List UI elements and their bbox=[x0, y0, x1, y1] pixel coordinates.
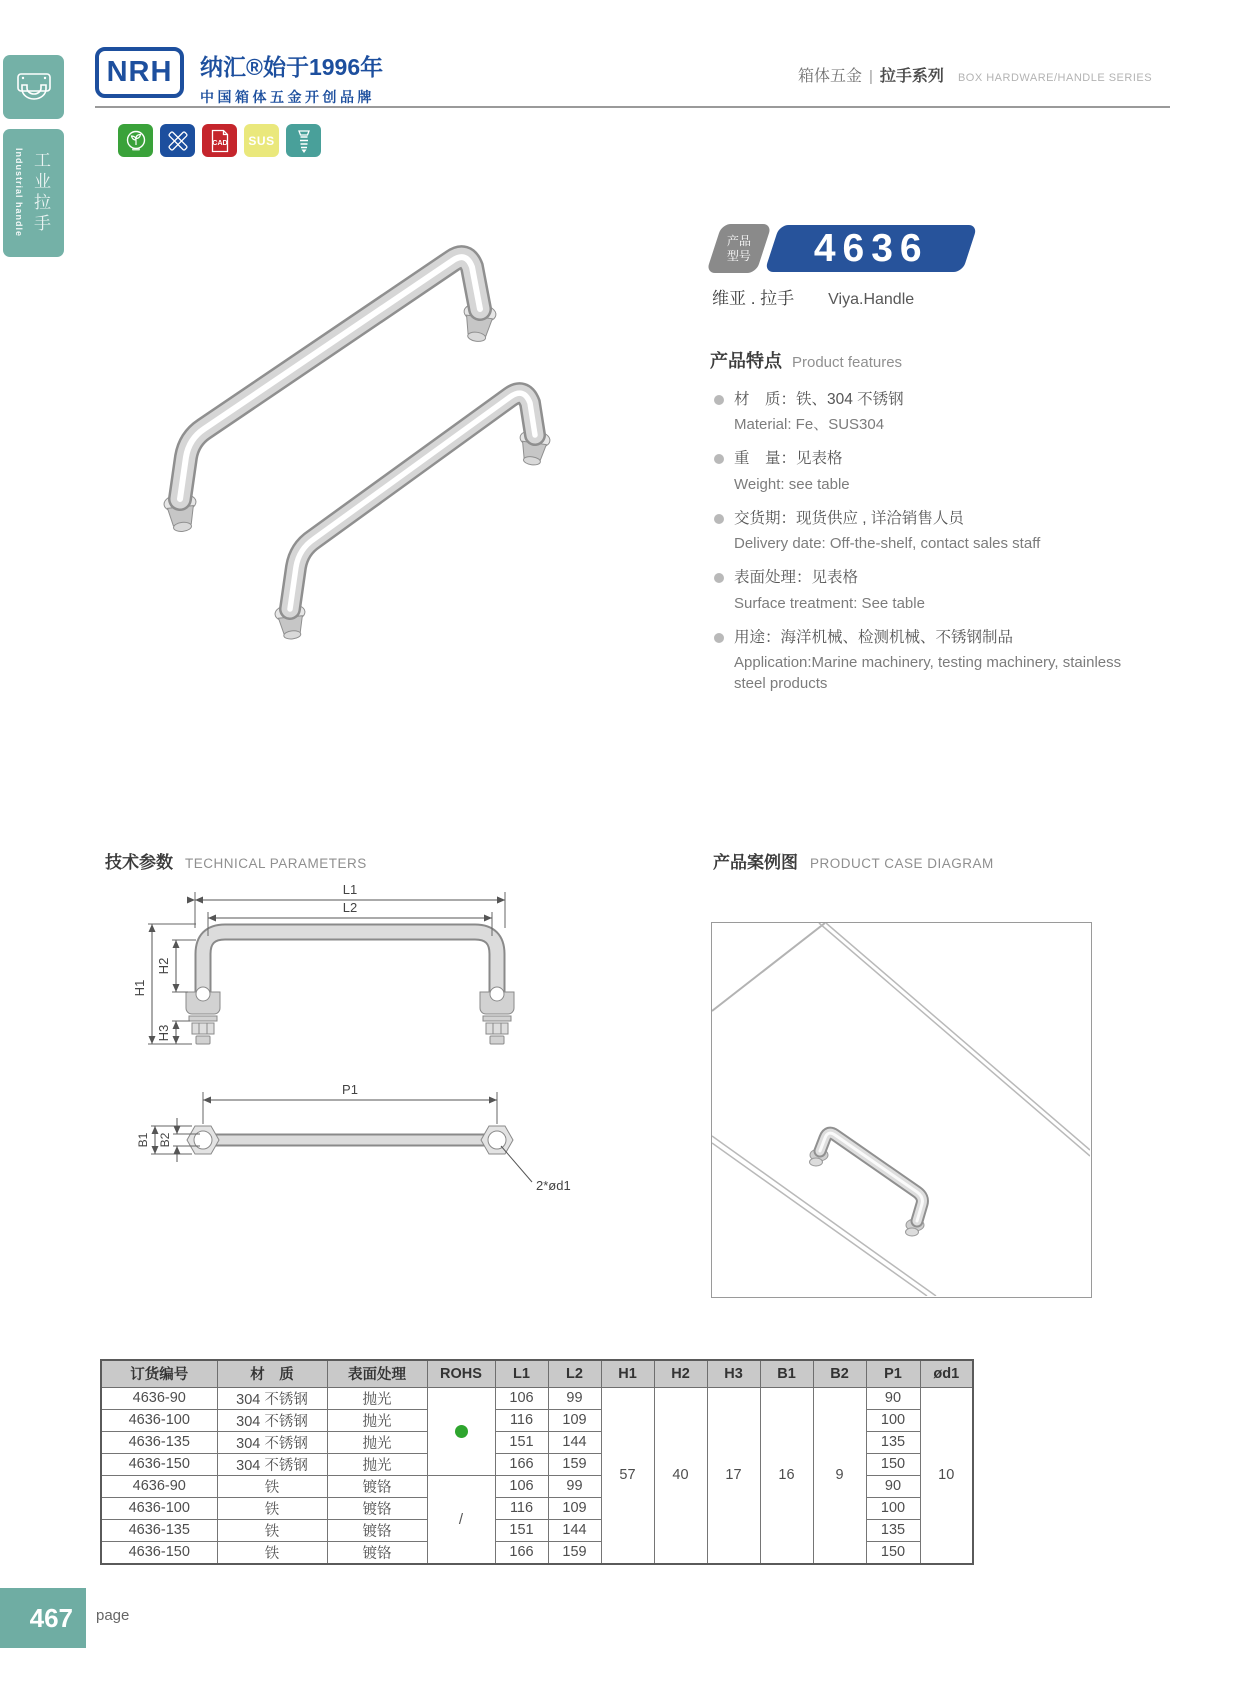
product-photo bbox=[110, 185, 670, 685]
bullet-icon bbox=[714, 514, 724, 524]
features-title-cn: 产品特点 bbox=[710, 351, 782, 371]
rohs-pass-dot bbox=[455, 1425, 468, 1438]
feature-text-cn: 用途：海洋机械、检测机械、不锈钢制品 bbox=[734, 628, 1014, 646]
feature-text-en: Delivery date: Off-the-shelf, contact sales staff bbox=[734, 535, 1041, 553]
table-cell: 304 不锈钢 bbox=[217, 1387, 327, 1409]
table-cell: 镀铬 bbox=[327, 1519, 427, 1541]
sus-icon bbox=[244, 124, 279, 157]
header-separator: | bbox=[869, 68, 873, 85]
table-cell-merged: 10 bbox=[920, 1387, 973, 1564]
table-cell: 99 bbox=[548, 1475, 601, 1497]
spec-table bbox=[100, 1359, 974, 1565]
bullet-icon bbox=[714, 454, 724, 464]
table-cell: 304 不锈钢 bbox=[217, 1453, 327, 1475]
table-cell: 抛光 bbox=[327, 1387, 427, 1409]
handle-photo-2 bbox=[274, 393, 551, 640]
table-header-cell: H3 bbox=[707, 1360, 760, 1387]
table-cell: 铁 bbox=[217, 1541, 327, 1564]
rohs-cell bbox=[427, 1387, 495, 1475]
table-cell-merged: 57 bbox=[601, 1387, 654, 1564]
feature-text-en: Surface treatment: See table bbox=[734, 594, 925, 612]
bullet-icon bbox=[714, 633, 724, 643]
table-cell: 151 bbox=[495, 1431, 548, 1453]
table-header-cell: ROHS bbox=[427, 1360, 495, 1387]
case-diagram-box bbox=[711, 922, 1092, 1298]
table-cell: 116 bbox=[495, 1409, 548, 1431]
table-cell: 135 bbox=[866, 1519, 920, 1541]
table-cell: 4636-135 bbox=[101, 1431, 217, 1453]
feature-text-cn: 交货期：现货供应 , 详洽销售人员 bbox=[734, 509, 964, 527]
feature-item bbox=[710, 448, 1146, 494]
section-title-case-en: PRODUCT CASE DIAGRAM bbox=[810, 856, 994, 871]
feature-text-en: Weight: see table bbox=[734, 475, 850, 493]
table-cell: 150 bbox=[866, 1453, 920, 1475]
brand-logo bbox=[95, 47, 184, 98]
table-cell: 抛光 bbox=[327, 1453, 427, 1475]
table-cell: 144 bbox=[548, 1431, 601, 1453]
page-number: 467 bbox=[29, 1602, 73, 1633]
case-diagram bbox=[712, 923, 1090, 1296]
table-cell: 90 bbox=[866, 1475, 920, 1497]
table-cell: 159 bbox=[548, 1541, 601, 1564]
table-cell: 135 bbox=[866, 1431, 920, 1453]
table-header-cell: 表面处理 bbox=[327, 1360, 427, 1387]
table-cell: 4636-150 bbox=[101, 1453, 217, 1475]
case-handle bbox=[810, 1133, 925, 1236]
model-number: 4636 bbox=[813, 226, 929, 270]
feature-text-en: Application:Marine machinery, testing machinery, stainless steel products bbox=[734, 654, 1122, 693]
table-cell: 116 bbox=[495, 1497, 548, 1519]
features-title-en: Product features bbox=[792, 354, 903, 371]
product-name-cn: 维亚 . 拉手 bbox=[712, 289, 795, 308]
bullet-icon bbox=[714, 573, 724, 583]
page-label: page bbox=[96, 1607, 130, 1624]
eco-icon bbox=[118, 124, 153, 157]
table-cell: 166 bbox=[495, 1541, 548, 1564]
table-cell: 铁 bbox=[217, 1497, 327, 1519]
feature-text-cn: 材 质：铁、304 不锈钢 bbox=[734, 391, 904, 408]
product-name bbox=[712, 284, 914, 309]
model-badge-label-line1: 产品 bbox=[726, 233, 751, 248]
table-cell: 90 bbox=[866, 1387, 920, 1409]
table-cell: 151 bbox=[495, 1519, 548, 1541]
header-divider bbox=[95, 106, 1170, 108]
table-header-cell: ød1 bbox=[920, 1360, 973, 1387]
table-cell: 304 不锈钢 bbox=[217, 1431, 327, 1453]
header-series-cn: 拉手系列 bbox=[879, 68, 944, 85]
sidebar-handle-icon-block bbox=[3, 55, 64, 119]
table-header-row bbox=[101, 1360, 973, 1387]
table-row bbox=[101, 1387, 973, 1409]
table-cell: 4636-90 bbox=[101, 1475, 217, 1497]
table-cell: 4636-100 bbox=[101, 1497, 217, 1519]
brand-text bbox=[200, 49, 383, 107]
feature-text-en: Material: Fe、SUS304 bbox=[734, 416, 885, 434]
feature-item bbox=[710, 389, 1146, 435]
table-cell: 4636-135 bbox=[101, 1519, 217, 1541]
table-cell-merged: 40 bbox=[654, 1387, 707, 1564]
section-title-technical-en: TECHNICAL PARAMETERS bbox=[185, 856, 367, 871]
table-cell: 150 bbox=[866, 1541, 920, 1564]
dimension-label-l1: L1 bbox=[342, 882, 358, 897]
table-cell-merged: 17 bbox=[707, 1387, 760, 1564]
table-cell: 铁 bbox=[217, 1519, 327, 1541]
feature-text-cn: 表面处理：见表格 bbox=[734, 569, 859, 587]
table-header-cell: L1 bbox=[495, 1360, 548, 1387]
table-cell: 100 bbox=[866, 1497, 920, 1519]
product-name-en: Viya.Handle bbox=[828, 291, 915, 308]
header-series bbox=[798, 63, 1152, 86]
table-cell: 4636-100 bbox=[101, 1409, 217, 1431]
table-cell: 抛光 bbox=[327, 1409, 427, 1431]
dimension-label-hole: 2*ød1 bbox=[536, 1178, 571, 1193]
table-cell: 镀铬 bbox=[327, 1541, 427, 1564]
table-cell: 144 bbox=[548, 1519, 601, 1541]
table-header-cell: 材 质 bbox=[217, 1360, 327, 1387]
svg-text:CAD: CAD bbox=[211, 139, 228, 147]
model-badge-number bbox=[764, 225, 977, 272]
table-cell-merged: 16 bbox=[760, 1387, 813, 1564]
rohs-na-cell: / bbox=[427, 1475, 495, 1564]
certification-icons bbox=[118, 124, 321, 157]
handle-photo-1 bbox=[163, 257, 497, 533]
table-cell: 铁 bbox=[217, 1475, 327, 1497]
feature-text-cn: 重 量：见表格 bbox=[734, 450, 843, 468]
feature-item bbox=[710, 567, 1146, 613]
table-cell: 抛光 bbox=[327, 1431, 427, 1453]
section-title-technical-cn: 技术参数 bbox=[105, 853, 173, 872]
table-header-cell: L2 bbox=[548, 1360, 601, 1387]
table-cell: 100 bbox=[866, 1409, 920, 1431]
brand-title: 纳汇®始于1996年 bbox=[200, 54, 384, 80]
table-header-cell: B1 bbox=[760, 1360, 813, 1387]
dimension-label-b1: B1 bbox=[136, 1132, 150, 1148]
cad-icon bbox=[202, 124, 237, 157]
table-cell: 镀铬 bbox=[327, 1497, 427, 1519]
table-cell: 166 bbox=[495, 1453, 548, 1475]
tools-icon bbox=[160, 124, 195, 157]
table-header-cell: 订货编号 bbox=[101, 1360, 217, 1387]
table-cell: 159 bbox=[548, 1453, 601, 1475]
table-header-cell: P1 bbox=[866, 1360, 920, 1387]
product-features bbox=[710, 347, 1146, 707]
header-series-en: BOX HARDWARE/HANDLE SERIES bbox=[957, 72, 1153, 84]
table-cell-merged: 9 bbox=[813, 1387, 866, 1564]
section-title-case-cn: 产品案例图 bbox=[713, 853, 798, 872]
sidebar-category-label-cn: 工业拉手 bbox=[31, 151, 50, 235]
feature-item bbox=[710, 627, 1146, 694]
sus-icon-text: SUS bbox=[248, 133, 275, 148]
dimension-label-h3: H3 bbox=[156, 1024, 171, 1042]
section-title-technical bbox=[105, 848, 367, 873]
table-cell: 109 bbox=[548, 1497, 601, 1519]
dimension-label-h2: H2 bbox=[156, 957, 171, 975]
sidebar-category bbox=[3, 129, 64, 257]
table-header-cell: B2 bbox=[813, 1360, 866, 1387]
table-cell: 106 bbox=[495, 1387, 548, 1409]
technical-drawing bbox=[100, 878, 590, 1250]
sidebar-category-label-en: Industrial handle bbox=[14, 148, 24, 238]
page-number-badge bbox=[0, 1588, 86, 1648]
table-header-cell: H1 bbox=[601, 1360, 654, 1387]
section-title-case bbox=[713, 848, 994, 873]
model-badge-label bbox=[706, 224, 772, 273]
brand-logo-text: NRH bbox=[106, 56, 173, 88]
brand-subtitle: 中国箱体五金开创品牌 bbox=[200, 89, 375, 105]
table-cell: 109 bbox=[548, 1409, 601, 1431]
box-handle-icon bbox=[14, 71, 54, 103]
table-cell: 106 bbox=[495, 1475, 548, 1497]
dimension-label-h1: H1 bbox=[132, 979, 147, 997]
table-cell: 99 bbox=[548, 1387, 601, 1409]
table-cell: 4636-150 bbox=[101, 1541, 217, 1564]
dimension-label-b2: B2 bbox=[158, 1132, 172, 1148]
feature-item bbox=[710, 508, 1146, 554]
table-header-cell: H2 bbox=[654, 1360, 707, 1387]
header-category-cn: 箱体五金 bbox=[798, 68, 863, 85]
table-cell: 304 不锈钢 bbox=[217, 1409, 327, 1431]
dimension-label-p1: P1 bbox=[342, 1082, 358, 1097]
table-cell: 镀铬 bbox=[327, 1475, 427, 1497]
dimension-label-l2: L2 bbox=[342, 900, 358, 915]
model-badge-label-line2: 型号 bbox=[726, 248, 751, 263]
table-cell: 4636-90 bbox=[101, 1387, 217, 1409]
bullet-icon bbox=[714, 395, 724, 405]
screw-icon bbox=[286, 124, 321, 157]
